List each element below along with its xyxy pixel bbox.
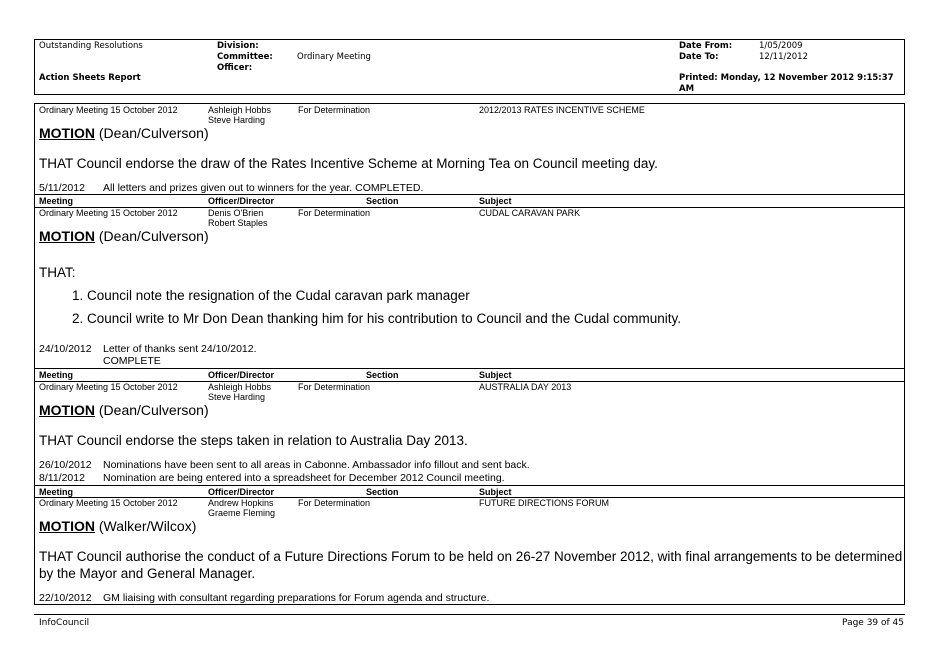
record-4-meeting: Ordinary Meeting 15 October 2012 bbox=[39, 498, 178, 508]
record-4-motion bbox=[39, 518, 196, 534]
record-4-movers: (Walker/Wilcox) bbox=[95, 518, 197, 534]
record-4-resolution-line-1: THAT Council authorise the conduct of a Future Directions Forum to be held on 26-27 November 2012, with final arrangements to be determined bbox=[39, 549, 903, 564]
record-3-officer-1: Ashleigh Hobbs bbox=[208, 382, 272, 392]
col-header-section: Section bbox=[366, 487, 399, 497]
motion-word: MOTION bbox=[39, 228, 95, 244]
record-1-resolution: THAT Council endorse the draw of the Rates Incentive Scheme at Morning Tea on Council meeting day. bbox=[39, 156, 658, 171]
col-header-officer: Officer/Director bbox=[208, 196, 275, 206]
record-1-movers: (Dean/Culverson) bbox=[95, 125, 209, 141]
record-4-resolution-line-2: by the Mayor and General Manager. bbox=[39, 566, 256, 581]
col-header-section: Section bbox=[366, 370, 399, 380]
motion-word: MOTION bbox=[39, 125, 95, 141]
record-4-officer-2: Graeme Fleming bbox=[208, 508, 276, 518]
record-1-subject: 2012/2013 RATES INCENTIVE SCHEME bbox=[479, 105, 645, 115]
record-3-resolution: THAT Council endorse the steps taken in relation to Australia Day 2013. bbox=[39, 433, 468, 448]
record-3-note-1-date: 26/10/2012 bbox=[39, 459, 92, 471]
footer-page-number: Page 39 of 45 bbox=[842, 618, 904, 628]
printed-value: Monday, 12 November 2012 9:15:37 bbox=[720, 73, 894, 83]
record-2-officer-2: Robert Staples bbox=[208, 218, 268, 228]
divider bbox=[34, 485, 905, 486]
printed-line bbox=[679, 73, 894, 83]
org-label: Outstanding Resolutions bbox=[39, 41, 143, 51]
record-1-meeting: Ordinary Meeting 15 October 2012 bbox=[39, 105, 178, 115]
motion-word: MOTION bbox=[39, 402, 95, 418]
col-header-meeting: Meeting bbox=[39, 370, 74, 380]
officer-label: Officer: bbox=[217, 63, 253, 73]
record-2-section: For Determination bbox=[298, 208, 371, 218]
record-1-officer-2: Steve Harding bbox=[208, 115, 266, 125]
record-2-item-2: 2. Council write to Mr Don Dean thanking him for his contribution to Council and the Cudal community. bbox=[72, 311, 682, 326]
division-label: Division: bbox=[217, 41, 259, 51]
list-number: 2. bbox=[72, 311, 88, 326]
col-header-subject: Subject bbox=[479, 487, 512, 497]
record-3-note-2-text: Nomination are being entered into a spreadsheet for December 2012 Council meeting. bbox=[103, 472, 505, 484]
report-title: Action Sheets Report bbox=[39, 73, 141, 83]
record-3-subject: AUSTRALIA DAY 2013 bbox=[479, 382, 572, 392]
record-4-section: For Determination bbox=[298, 498, 371, 508]
record-3-movers: (Dean/Culverson) bbox=[95, 402, 209, 418]
record-1-officer-1: Ashleigh Hobbs bbox=[208, 105, 272, 115]
record-2-meeting: Ordinary Meeting 15 October 2012 bbox=[39, 208, 178, 218]
record-2-item-1: 1. Council note the resignation of the Cudal caravan park manager bbox=[72, 288, 470, 303]
record-3-motion bbox=[39, 402, 209, 418]
record-1-note-1-text: All letters and prizes given out to winners for the year. COMPLETED. bbox=[103, 182, 424, 194]
list-number: 1. bbox=[72, 288, 88, 303]
col-header-subject: Subject bbox=[479, 370, 512, 380]
committee-value: Ordinary Meeting bbox=[297, 52, 371, 62]
date-from-label: Date From: bbox=[679, 41, 733, 51]
record-1-note-1-date: 5/11/2012 bbox=[39, 182, 85, 194]
footer-rule bbox=[34, 614, 905, 615]
date-to-value: 12/11/2012 bbox=[759, 52, 808, 62]
record-1-motion bbox=[39, 125, 209, 141]
date-to-label: Date To: bbox=[679, 52, 719, 62]
date-from-value: 1/05/2009 bbox=[759, 41, 803, 51]
record-4-note-1-text: GM liaising with consultant regarding preparations for Forum agenda and structure. bbox=[103, 592, 490, 604]
committee-label: Committee: bbox=[217, 52, 273, 62]
record-3-note-1-text: Nominations have been sent to all areas in Cabonne. Ambassador info fillout and sent back. bbox=[103, 459, 530, 471]
record-2-note-1-text-2: COMPLETE bbox=[103, 355, 161, 367]
record-1-section: For Determination bbox=[298, 105, 371, 115]
record-4-subject: FUTURE DIRECTIONS FORUM bbox=[479, 498, 609, 508]
record-2-motion bbox=[39, 228, 209, 244]
record-2-note-1-text: Letter of thanks sent 24/10/2012. bbox=[103, 343, 257, 355]
record-4-note-1-date: 22/10/2012 bbox=[39, 592, 92, 604]
col-header-meeting: Meeting bbox=[39, 196, 74, 206]
record-3-meeting: Ordinary Meeting 15 October 2012 bbox=[39, 382, 178, 392]
col-header-meeting: Meeting bbox=[39, 487, 74, 497]
record-3-note-2-date: 8/11/2012 bbox=[39, 472, 85, 484]
record-3-section: For Determination bbox=[298, 382, 371, 392]
record-2-movers: (Dean/Culverson) bbox=[95, 228, 209, 244]
record-2-officer-1: Denis O'Brien bbox=[208, 208, 264, 218]
col-header-officer: Officer/Director bbox=[208, 487, 275, 497]
record-3-officer-2: Steve Harding bbox=[208, 392, 266, 402]
record-2-subject: CUDAL CARAVAN PARK bbox=[479, 208, 581, 218]
printed-label: Printed: bbox=[679, 73, 718, 83]
col-header-subject: Subject bbox=[479, 196, 512, 206]
footer-brand: InfoCouncil bbox=[39, 618, 90, 628]
col-header-section: Section bbox=[366, 196, 399, 206]
motion-word: MOTION bbox=[39, 518, 95, 534]
record-2-note-1-date: 24/10/2012 bbox=[39, 343, 92, 355]
divider bbox=[34, 194, 905, 195]
printed-ampm: AM bbox=[679, 84, 695, 94]
divider bbox=[34, 368, 905, 369]
record-2-resolution-intro: THAT: bbox=[39, 265, 76, 280]
record-4-officer-1: Andrew Hopkins bbox=[208, 498, 274, 508]
col-header-officer: Officer/Director bbox=[208, 370, 275, 380]
